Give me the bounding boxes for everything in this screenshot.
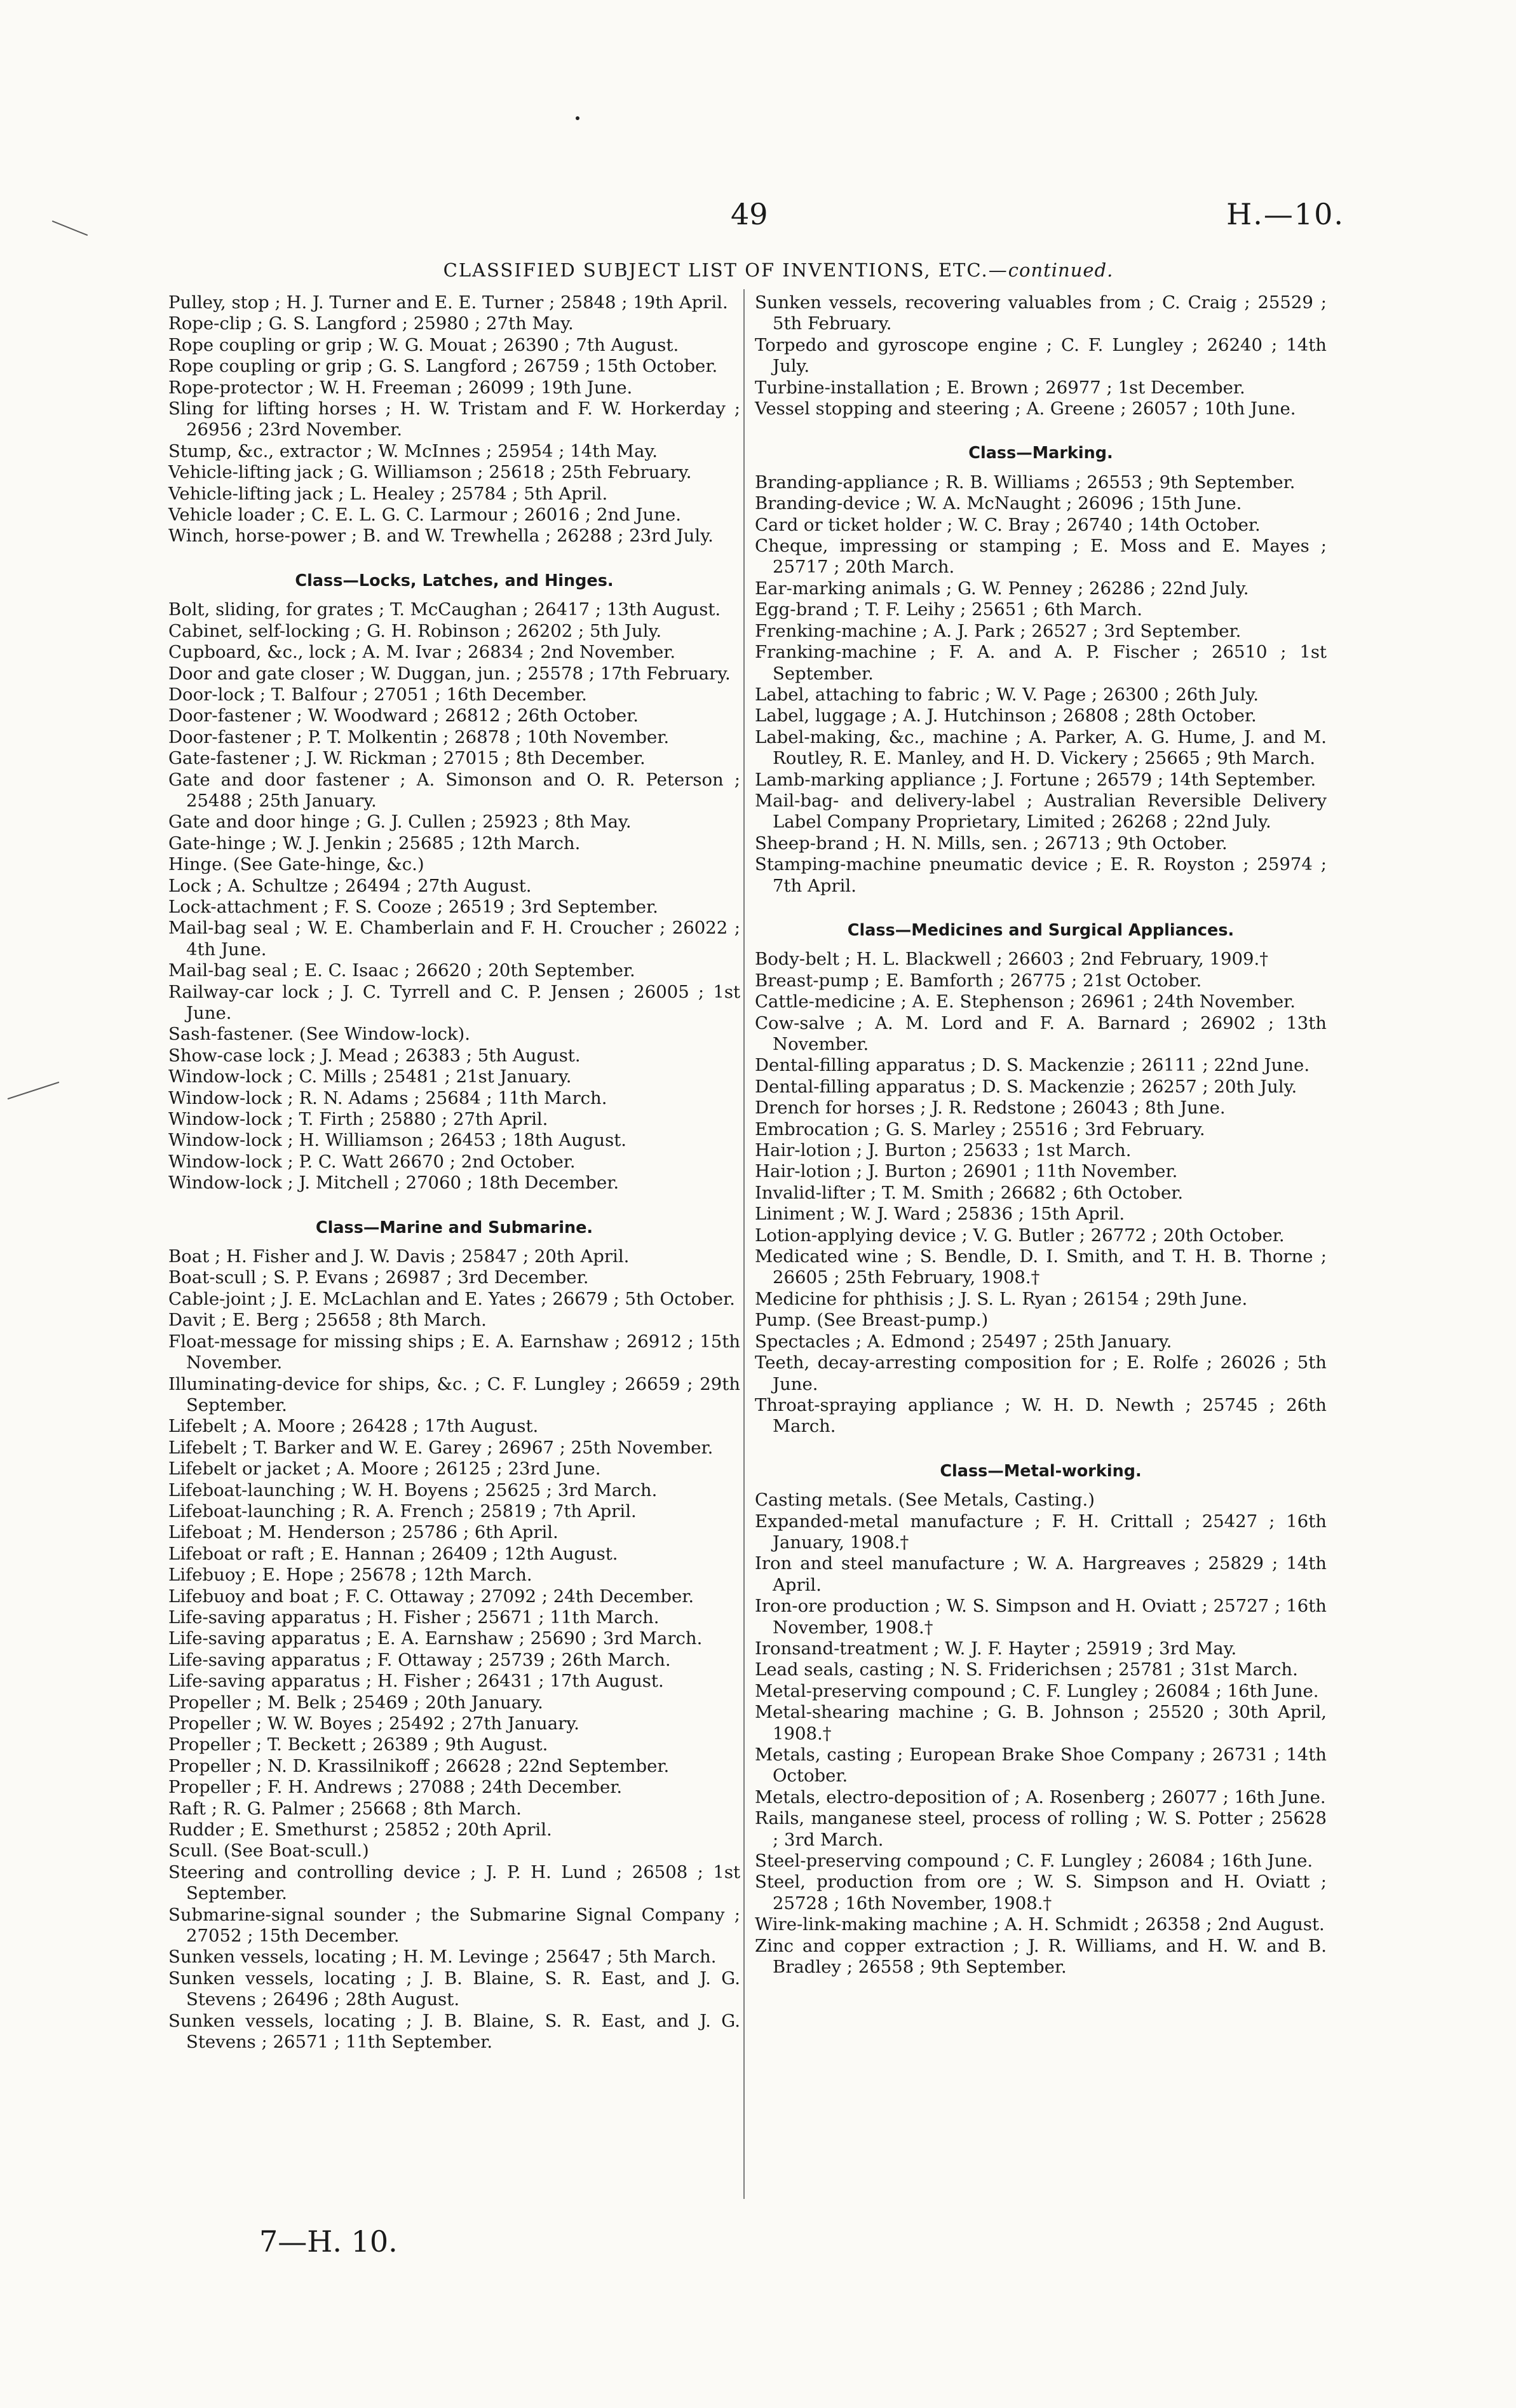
invention-entry: Window-lock ; R. N. Adams ; 25684 ; 11th March. <box>168 1087 607 1108</box>
right-column <box>755 292 1327 1978</box>
invention-entry: Hair-lotion ; J. Burton ; 25633 ; 1st March. <box>755 1140 1132 1161</box>
invention-entry: Expanded-metal manufacture ; F. H. Crittall ; 25427 ; 16th January, 1908.† <box>755 1511 1327 1553</box>
invention-entry: Door-fastener ; W. Woodward ; 26812 ; 26th October. <box>168 705 639 726</box>
invention-entry: Door-lock ; T. Balfour ; 27051 ; 16th December. <box>168 684 587 705</box>
invention-entry: Lock-attachment ; F. S. Cooze ; 26519 ; 3rd September. <box>168 896 658 917</box>
invention-entry: Mail-bag seal ; E. C. Isaac ; 26620 ; 20th September. <box>168 960 635 981</box>
invention-entry: Propeller ; M. Belk ; 25469 ; 20th January. <box>168 1692 543 1713</box>
invention-entry: Gate-hinge ; W. J. Jenkin ; 25685 ; 12th March. <box>168 833 581 854</box>
invention-entry: Cow-salve ; A. M. Lord and F. A. Barnard ; 26902 ; 13th November. <box>755 1012 1327 1054</box>
invention-entry: Throat-spraying appliance ; W. H. D. Newth ; 25745 ; 26th March. <box>755 1394 1327 1437</box>
invention-entry: Steel-preserving compound ; C. F. Lungley ; 26084 ; 16th June. <box>755 1851 1313 1872</box>
invention-entry: Window-lock ; T. Firth ; 25880 ; 27th April. <box>168 1109 548 1130</box>
invention-entry: Window-lock ; J. Mitchell ; 27060 ; 18th December. <box>168 1173 619 1194</box>
invention-entry: Lifebelt or jacket ; A. Moore ; 26125 ; 23rd June. <box>168 1459 601 1479</box>
invention-entry: Gate and door hinge ; G. J. Cullen ; 25923 ; 8th May. <box>168 812 632 833</box>
invention-entry: Medicine for phthisis ; J. S. L. Ryan ; 26154 ; 29th June. <box>755 1288 1248 1309</box>
invention-entry: Spectacles ; A. Edmond ; 25497 ; 25th January. <box>755 1331 1172 1352</box>
invention-entry: Life-saving apparatus ; E. A. Earnshaw ; 25690 ; 3rd March. <box>168 1628 703 1649</box>
invention-entry: Steering and controlling device ; J. P. H. Lund ; 26508 ; 1st September. <box>168 1861 740 1904</box>
invention-entry: Cable-joint ; J. E. McLachlan and E. Yates ; 26679 ; 5th October. <box>168 1288 735 1309</box>
invention-entry: Hinge. (See Gate-hinge, &c.) <box>168 854 424 875</box>
invention-entry: Window-lock ; P. C. Watt 26670 ; 2nd October. <box>168 1151 576 1172</box>
invention-entry: Illuminating-device for ships, &c. ; C. F. Lungley ; 26659 ; 29th September. <box>168 1373 740 1415</box>
invention-entry: Life-saving apparatus ; H. Fisher ; 25671 ; 11th March. <box>168 1607 660 1628</box>
invention-entry: Label, luggage ; A. J. Hutchinson ; 26808 ; 28th October. <box>755 705 1257 726</box>
left-column <box>168 292 740 2053</box>
class-heading: Class—Locks, Latches, and Hinges. <box>295 571 614 590</box>
invention-entry: Body-belt ; H. L. Blackwell ; 26603 ; 2nd February, 1909.† <box>755 949 1268 970</box>
invention-entry: Mail-bag- and delivery-label ; Australian Reversible Delivery Label Company Proprietary, Limited ; 26268 ; 22nd July. <box>755 790 1327 833</box>
invention-entry: Iron-ore production ; W. S. Simpson and H. Oviatt ; 25727 ; 16th November, 1908.† <box>755 1596 1327 1638</box>
invention-entry: Boat ; H. Fisher and J. W. Davis ; 25847 ; 20th April. <box>168 1246 630 1267</box>
invention-entry: Winch, horse-power ; B. and W. Trewhella ; 26288 ; 23rd July. <box>168 526 714 547</box>
margin-stroke-mid <box>8 1082 59 1099</box>
invention-entry: Sunken vessels, locating ; J. B. Blaine, S. R. East, and J. G. Stevens ; 26571 ; 11th September. <box>168 2010 740 2053</box>
invention-entry: Lock ; A. Schultze ; 26494 ; 27th August. <box>168 875 532 896</box>
invention-entry: Davit ; E. Berg ; 25658 ; 8th March. <box>168 1310 487 1331</box>
invention-entry: Metals, electro-deposition of ; A. Rosenberg ; 26077 ; 16th June. <box>755 1786 1326 1807</box>
invention-entry: Sash-fastener. (See Window-lock). <box>168 1024 470 1045</box>
page-number: 49 <box>731 197 768 231</box>
invention-entry: Lifeboat or raft ; E. Hannan ; 26409 ; 12th August. <box>168 1543 618 1564</box>
invention-entry: Metal-preserving compound ; C. F. Lungley ; 26084 ; 16th June. <box>755 1680 1319 1701</box>
invention-entry: Wire-link-making machine ; A. H. Schmidt ; 26358 ; 2nd August. <box>755 1914 1325 1935</box>
invention-entry: Metal-shearing machine ; G. B. Johnson ; 25520 ; 30th April, 1908.† <box>755 1702 1327 1744</box>
invention-entry: Hair-lotion ; J. Burton ; 26901 ; 11th November. <box>755 1161 1178 1182</box>
invention-entry: Medicated wine ; S. Bendle, D. I. Smith, and T. H. B. Thorne ; 26605 ; 25th February, 1908.† <box>755 1246 1327 1288</box>
invention-entry: Sling for lifting horses ; H. W. Tristam and F. W. Horkerday ; 26956 ; 23rd November. <box>168 398 740 440</box>
invention-entry: Propeller ; W. W. Boyes ; 25492 ; 27th January. <box>168 1713 579 1734</box>
class-heading: Class—Metal-working. <box>940 1461 1142 1481</box>
invention-entry: Zinc and copper extraction ; J. R. Williams, and H. W. and B. Bradley ; 26558 ; 9th September. <box>755 1935 1327 1978</box>
invention-entry: Ironsand-treatment ; W. J. F. Hayter ; 25919 ; 3rd May. <box>755 1638 1237 1659</box>
invention-entry: Lifeboat ; M. Henderson ; 25786 ; 6th April. <box>168 1522 558 1543</box>
invention-entry: Embrocation ; G. S. Marley ; 25516 ; 3rd February. <box>755 1119 1205 1139</box>
invention-entry: Casting metals. (See Metals, Casting.) <box>755 1490 1095 1511</box>
heading-title: CLASSIFIED SUBJECT LIST OF INVENTIONS, ETC.— <box>443 259 1008 281</box>
invention-entry: Label, attaching to fabric ; W. V. Page ; 26300 ; 26th July. <box>755 684 1259 705</box>
invention-entry: Propeller ; T. Beckett ; 26389 ; 9th August. <box>168 1734 548 1755</box>
invention-entry: Lifebelt ; T. Barker and W. E. Garey ; 26967 ; 25th November. <box>168 1437 714 1458</box>
invention-entry: Cheque, impressing or stamping ; E. Moss and E. Mayes ; 25717 ; 20th March. <box>755 536 1327 578</box>
column-divider <box>743 289 745 2199</box>
margin-stroke-top <box>52 221 88 236</box>
signature-mark: 7—H. 10. <box>259 2224 398 2259</box>
invention-entry: Cattle-medicine ; A. E. Stephenson ; 26961 ; 24th November. <box>755 991 1296 1012</box>
invention-entry: Propeller ; F. H. Andrews ; 27088 ; 24th December. <box>168 1777 623 1798</box>
invention-entry: Invalid-lifter ; T. M. Smith ; 26682 ; 6th October. <box>755 1182 1184 1203</box>
invention-entry: Show-case lock ; J. Mead ; 26383 ; 5th August. <box>168 1045 581 1066</box>
class-heading: Class—Medicines and Surgical Appliances. <box>847 920 1235 940</box>
invention-entry: Rope-clip ; G. S. Langford ; 25980 ; 27th May. <box>168 313 574 334</box>
invention-entry: Iron and steel manufacture ; W. A. Hargreaves ; 25829 ; 14th April. <box>755 1553 1327 1595</box>
invention-entry: Sheep-brand ; H. N. Mills, sen. ; 26713 ; 9th October. <box>755 833 1228 854</box>
invention-entry: Torpedo and gyroscope engine ; C. F. Lungley ; 26240 ; 14th July. <box>755 334 1327 377</box>
invention-entry: Card or ticket holder ; W. C. Bray ; 26740 ; 14th October. <box>755 514 1261 535</box>
invention-entry: Window-lock ; H. Williamson ; 26453 ; 18th August. <box>168 1130 626 1151</box>
invention-entry: Egg-brand ; T. F. Leihy ; 25651 ; 6th March. <box>755 599 1142 620</box>
invention-entry: Metals, casting ; European Brake Shoe Company ; 26731 ; 14th October. <box>755 1745 1327 1786</box>
invention-entry: Life-saving apparatus ; F. Ottaway ; 25739 ; 26th March. <box>168 1649 671 1670</box>
invention-entry: Pump. (See Breast-pump.) <box>755 1310 989 1331</box>
invention-entry: Lifeboat-launching ; W. H. Boyens ; 25625 ; 3rd March. <box>168 1479 658 1500</box>
invention-entry: Door and gate closer ; W. Duggan, jun. ; 25578 ; 17th February. <box>168 663 731 684</box>
invention-entry: Sunken vessels, locating ; H. M. Levinge ; 25647 ; 5th March. <box>168 1947 717 1968</box>
invention-entry: Stump, &c., extractor ; W. McInnes ; 25954 ; 14th May. <box>168 440 658 461</box>
invention-entry: Vehicle-lifting jack ; L. Healey ; 25784 ; 5th April. <box>168 483 608 504</box>
invention-entry: Lead seals, casting ; N. S. Friderichsen ; 25781 ; 31st March. <box>755 1659 1298 1680</box>
invention-entry: Sunken vessels, recovering valuables from ; C. Craig ; 25529 ; 5th February. <box>755 292 1327 334</box>
invention-entry: Lotion-applying device ; V. G. Butler ; 26772 ; 20th October. <box>755 1225 1285 1246</box>
invention-entry: Lifebelt ; A. Moore ; 26428 ; 17th August. <box>168 1416 539 1437</box>
invention-entry: Rails, manganese steel, process of rolling ; W. S. Potter ; 25628 ; 3rd March. <box>755 1808 1327 1850</box>
invention-entry: Rudder ; E. Smethurst ; 25852 ; 20th April. <box>168 1820 552 1840</box>
invention-entry: Railway-car lock ; J. C. Tyrrell and C. P. Jensen ; 26005 ; 1st June. <box>168 981 740 1023</box>
invention-entry: Gate-fastener ; J. W. Rickman ; 27015 ; 8th December. <box>168 748 646 769</box>
invention-entry: Pulley, stop ; H. J. Turner and E. E. Turner ; 25848 ; 19th April. <box>168 292 728 313</box>
invention-entry: Vessel stopping and steering ; A. Greene ; 26057 ; 10th June. <box>755 398 1296 419</box>
invention-entry: Rope coupling or grip ; G. S. Langford ; 26759 ; 15th October. <box>168 356 718 377</box>
invention-entry: Bolt, sliding, for grates ; T. McCaughan ; 26417 ; 13th August. <box>168 599 721 620</box>
invention-entry: Teeth, decay-arresting composition for ; E. Rolfe ; 26026 ; 5th June. <box>755 1352 1327 1394</box>
heading-continued: continued. <box>1008 259 1114 281</box>
invention-entry: Stamping-machine pneumatic device ; E. R. Royston ; 25974 ; 7th April. <box>755 854 1327 896</box>
invention-entry: Window-lock ; C. Mills ; 25481 ; 21st January. <box>168 1066 572 1087</box>
invention-entry: Lifeboat-launching ; R. A. French ; 25819 ; 7th April. <box>168 1500 637 1521</box>
invention-entry: Dental-filling apparatus ; D. S. Mackenzie ; 26111 ; 22nd June. <box>755 1055 1310 1076</box>
class-heading: Class—Marking. <box>968 444 1113 463</box>
invention-entry: Drench for horses ; J. R. Redstone ; 26043 ; 8th June. <box>755 1098 1226 1119</box>
invention-entry: Frenking-machine ; A. J. Park ; 26527 ; 3rd September. <box>755 620 1242 641</box>
invention-entry: Branding-device ; W. A. McNaught ; 26096 ; 15th June. <box>755 493 1242 514</box>
invention-entry: Raft ; R. G. Palmer ; 25668 ; 8th March. <box>168 1798 522 1819</box>
invention-entry: Vehicle loader ; C. E. L. G. C. Larmour ; 26016 ; 2nd June. <box>168 505 681 526</box>
invention-entry: Mail-bag seal ; W. E. Chamberlain and F. H. Croucher ; 26022 ; 4th June. <box>168 918 740 960</box>
invention-entry: Cupboard, &c., lock ; A. M. Ivar ; 26834 ; 2nd November. <box>168 642 676 663</box>
invention-entry: Cabinet, self-locking ; G. H. Robinson ; 26202 ; 5th July. <box>168 620 662 641</box>
invention-entry: Ear-marking animals ; G. W. Penney ; 26286 ; 22nd July. <box>755 578 1249 599</box>
invention-entry: Lamb-marking appliance ; J. Fortune ; 26579 ; 14th September. <box>755 769 1316 790</box>
invention-entry: Steel, production from ore ; W. S. Simpson and H. Oviatt ; 25728 ; 16th November, 1908.† <box>755 1872 1327 1914</box>
class-heading: Class—Marine and Submarine. <box>315 1218 593 1237</box>
invention-entry: Vehicle-lifting jack ; G. Williamson ; 25618 ; 25th February. <box>168 462 692 483</box>
invention-entry: Franking-machine ; F. A. and A. P. Fischer ; 26510 ; 1st September. <box>755 642 1327 684</box>
invention-entry: Lifebuoy and boat ; F. C. Ottaway ; 27092 ; 24th December. <box>168 1586 694 1607</box>
invention-entry: Gate and door fastener ; A. Simonson and O. R. Peterson ; 25488 ; 25th January. <box>168 769 740 811</box>
page-heading <box>400 259 1156 281</box>
invention-entry: Door-fastener ; P. T. Molkentin ; 26878 ; 10th November. <box>168 726 670 747</box>
invention-entry: Rope coupling or grip ; W. G. Mouat ; 26390 ; 7th August. <box>168 334 679 355</box>
invention-entry: Boat-scull ; S. P. Evans ; 26987 ; 3rd December. <box>168 1267 589 1288</box>
invention-entry: Label-making, &c., machine ; A. Parker, A. G. Hume, J. and M. Routley, R. E. Manley, and H. D. Vickery ; 25665 ; 9th March. <box>755 726 1327 769</box>
invention-entry: Dental-filling apparatus ; D. S. Mackenzie ; 26257 ; 20th July. <box>755 1076 1297 1097</box>
invention-entry: Turbine-installation ; E. Brown ; 26977 ; 1st December. <box>755 377 1245 398</box>
invention-entry: Lifebuoy ; E. Hope ; 25678 ; 12th March. <box>168 1565 532 1586</box>
invention-entry: Submarine-signal sounder ; the Submarine Signal Company ; 27052 ; 15th December. <box>168 1904 740 1947</box>
invention-entry: Rope-protector ; W. H. Freeman ; 26099 ; 19th June. <box>168 377 633 398</box>
invention-entry: Liniment ; W. J. Ward ; 25836 ; 15th April. <box>755 1204 1125 1225</box>
stray-dot <box>576 116 579 120</box>
invention-entry: Propeller ; N. D. Krassilnikoff ; 26628 ; 22nd September. <box>168 1755 670 1776</box>
invention-entry: Float-message for missing ships ; E. A. Earnshaw ; 26912 ; 15th November. <box>168 1331 740 1373</box>
invention-entry: Scull. (See Boat-scull.) <box>168 1840 369 1861</box>
invention-entry: Sunken vessels, locating ; J. B. Blaine, S. R. East, and J. G. Stevens ; 26496 ; 28th August. <box>168 1968 740 2010</box>
series-code: H.—10. <box>1226 197 1344 231</box>
invention-entry: Life-saving apparatus ; H. Fisher ; 26431 ; 17th August. <box>168 1671 664 1692</box>
invention-entry: Breast-pump ; E. Bamforth ; 26775 ; 21st October. <box>755 970 1202 991</box>
invention-entry: Branding-appliance ; R. B. Williams ; 26553 ; 9th September. <box>755 472 1296 493</box>
